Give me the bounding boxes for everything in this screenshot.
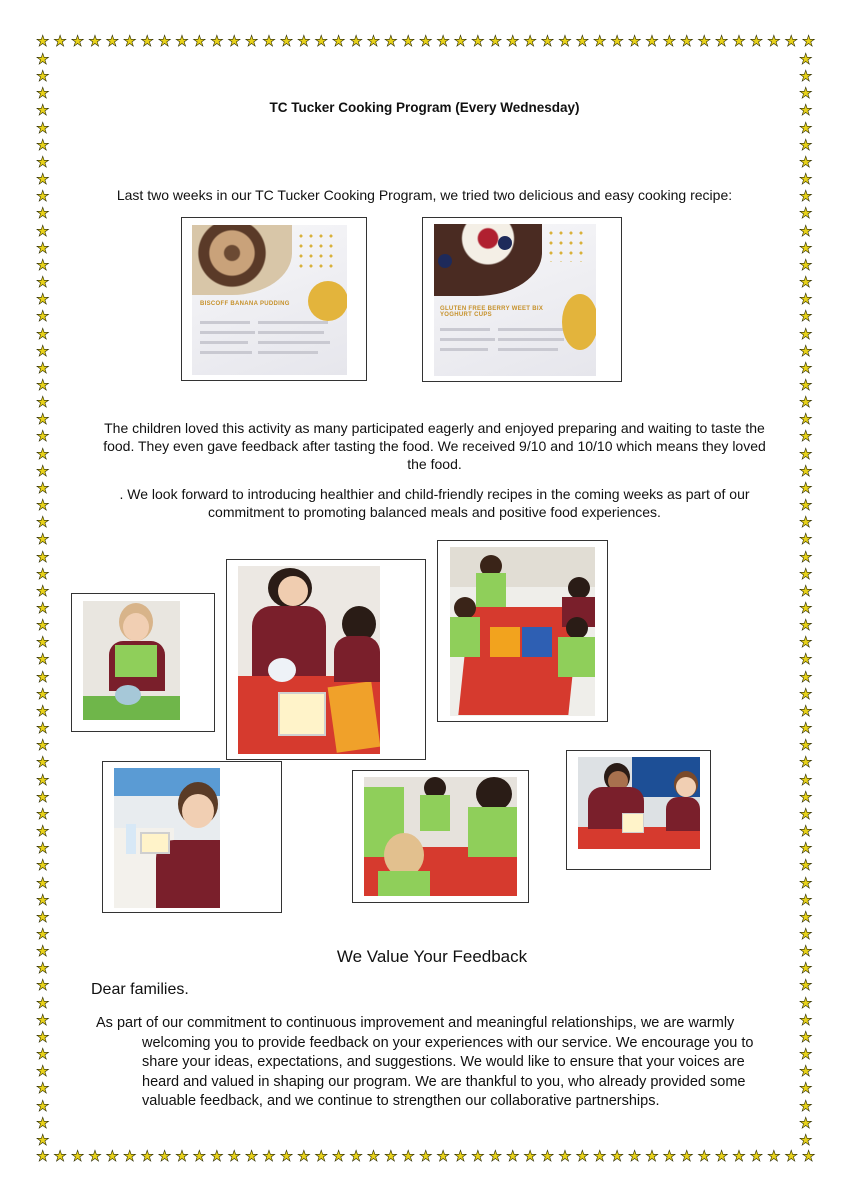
star-icon: ★ bbox=[799, 359, 813, 377]
activity-photo-pouring bbox=[226, 559, 426, 760]
star-icon: ★ bbox=[799, 685, 813, 703]
star-icon: ★ bbox=[799, 136, 813, 154]
star-icon: ★ bbox=[36, 325, 50, 343]
star-icon: ★ bbox=[799, 908, 813, 926]
star-icon: ★ bbox=[36, 359, 50, 377]
star-icon: ★ bbox=[36, 68, 50, 86]
star-icon: ★ bbox=[627, 1148, 642, 1165]
star-icon: ★ bbox=[244, 33, 259, 50]
star-icon: ★ bbox=[784, 33, 798, 50]
star-icon: ★ bbox=[799, 874, 813, 892]
star-icon: ★ bbox=[505, 1148, 520, 1165]
star-icon: ★ bbox=[36, 634, 50, 652]
star-icon: ★ bbox=[227, 1148, 241, 1165]
star-icon: ★ bbox=[279, 33, 294, 50]
star-icon: ★ bbox=[262, 1148, 276, 1165]
star-icon: ★ bbox=[36, 428, 50, 446]
star-icon: ★ bbox=[36, 51, 50, 68]
star-icon: ★ bbox=[799, 531, 813, 549]
star-icon: ★ bbox=[36, 754, 50, 772]
star-icon: ★ bbox=[88, 1148, 102, 1165]
star-icon: ★ bbox=[36, 394, 50, 412]
star-icon: ★ bbox=[523, 33, 537, 50]
star-icon: ★ bbox=[157, 1148, 172, 1165]
star-icon: ★ bbox=[801, 33, 816, 50]
star-icon: ★ bbox=[331, 1148, 346, 1165]
activity-photo-table-group bbox=[437, 540, 608, 722]
star-icon: ★ bbox=[799, 514, 813, 532]
star-icon: ★ bbox=[799, 445, 813, 463]
star-icon: ★ bbox=[36, 291, 50, 309]
star-icon: ★ bbox=[36, 1028, 50, 1046]
star-icon: ★ bbox=[36, 102, 50, 120]
star-icon: ★ bbox=[36, 1148, 50, 1165]
star-icon: ★ bbox=[575, 33, 590, 50]
star-icon: ★ bbox=[175, 33, 189, 50]
star-icon: ★ bbox=[36, 497, 50, 515]
star-icon: ★ bbox=[610, 1148, 624, 1165]
star-icon: ★ bbox=[36, 771, 50, 789]
star-icon: ★ bbox=[140, 33, 154, 50]
star-icon: ★ bbox=[297, 1148, 311, 1165]
star-icon: ★ bbox=[36, 823, 50, 841]
star-icon: ★ bbox=[799, 548, 813, 566]
star-icon: ★ bbox=[799, 565, 813, 583]
star-icon: ★ bbox=[799, 411, 813, 429]
star-icon: ★ bbox=[36, 1080, 50, 1098]
star-icon: ★ bbox=[799, 977, 813, 995]
star-icon: ★ bbox=[799, 1028, 813, 1046]
activity-photo-group-hands bbox=[352, 770, 529, 903]
star-icon: ★ bbox=[36, 1011, 50, 1029]
star-icon: ★ bbox=[799, 771, 813, 789]
star-icon: ★ bbox=[192, 33, 207, 50]
page-title: TC Tucker Cooking Program (Every Wednesday) bbox=[269, 100, 580, 115]
recipe-card-title: BISCOFF BANANA PUDDING bbox=[200, 301, 290, 307]
star-icon: ★ bbox=[523, 1148, 537, 1165]
star-icon: ★ bbox=[799, 925, 813, 943]
star-icon: ★ bbox=[36, 548, 50, 566]
star-icon: ★ bbox=[799, 720, 813, 738]
star-icon: ★ bbox=[314, 1148, 328, 1165]
star-icon: ★ bbox=[36, 1063, 50, 1081]
star-icon: ★ bbox=[384, 33, 398, 50]
star-icon: ★ bbox=[70, 33, 85, 50]
star-border-right bbox=[799, 52, 812, 1148]
star-icon: ★ bbox=[36, 274, 50, 292]
star-icon: ★ bbox=[767, 33, 781, 50]
star-icon: ★ bbox=[36, 308, 50, 326]
star-icon: ★ bbox=[799, 462, 813, 480]
star-icon: ★ bbox=[799, 428, 813, 446]
star-icon: ★ bbox=[123, 1148, 137, 1165]
star-icon: ★ bbox=[505, 33, 520, 50]
star-icon: ★ bbox=[192, 1148, 207, 1165]
star-icon: ★ bbox=[36, 977, 50, 995]
activity-photo-girl-smiling bbox=[71, 593, 215, 732]
star-icon: ★ bbox=[749, 1148, 764, 1165]
star-icon: ★ bbox=[453, 33, 468, 50]
star-icon: ★ bbox=[36, 342, 50, 360]
star-icon: ★ bbox=[36, 805, 50, 823]
star-icon: ★ bbox=[799, 788, 813, 806]
star-icon: ★ bbox=[799, 582, 813, 600]
star-icon: ★ bbox=[70, 1148, 85, 1165]
star-icon: ★ bbox=[36, 153, 50, 171]
star-icon: ★ bbox=[488, 1148, 503, 1165]
star-icon: ★ bbox=[36, 222, 50, 240]
recipe-card-photo-biscoff bbox=[181, 217, 367, 381]
star-icon: ★ bbox=[36, 891, 50, 909]
star-icon: ★ bbox=[36, 720, 50, 738]
star-icon: ★ bbox=[384, 1148, 398, 1165]
star-icon: ★ bbox=[36, 239, 50, 257]
star-icon: ★ bbox=[471, 33, 485, 50]
star-icon: ★ bbox=[453, 1148, 468, 1165]
star-icon: ★ bbox=[418, 1148, 433, 1165]
star-icon: ★ bbox=[36, 702, 50, 720]
star-icon: ★ bbox=[36, 411, 50, 429]
star-icon: ★ bbox=[799, 1080, 813, 1098]
star-icon: ★ bbox=[36, 925, 50, 943]
star-icon: ★ bbox=[436, 33, 450, 50]
star-icon: ★ bbox=[784, 1148, 798, 1165]
star-icon: ★ bbox=[36, 256, 50, 274]
star-icon: ★ bbox=[662, 33, 677, 50]
star-icon: ★ bbox=[799, 222, 813, 240]
star-icon: ★ bbox=[36, 685, 50, 703]
star-icon: ★ bbox=[799, 600, 813, 617]
feedback-rest: welcoming you to provide feedback on your experiences with our service. We encourage you to share your ideas, expectations, and suggestions. We would like to ensure that your voices are heard and valued in shaping our program. We are thankful to you, who already provided some valuable feedback, and we continue to strengthen our collaborative partnerships. bbox=[142, 1034, 754, 1109]
star-icon: ★ bbox=[488, 33, 503, 50]
star-icon: ★ bbox=[749, 33, 764, 50]
star-icon: ★ bbox=[799, 308, 813, 326]
star-border-top bbox=[36, 34, 816, 49]
feedback-paragraph: The children loved this activity as many participated eagerly and enjoyed preparing and waiting to taste the food. They even gave feedback after tasting the food. We received 9/10 and 10/10 which means they loved the food. bbox=[103, 420, 766, 472]
star-icon: ★ bbox=[36, 668, 50, 686]
star-icon: ★ bbox=[279, 1148, 294, 1165]
star-icon: ★ bbox=[732, 1148, 746, 1165]
star-icon: ★ bbox=[36, 857, 50, 875]
star-icon: ★ bbox=[105, 33, 120, 50]
star-icon: ★ bbox=[799, 737, 813, 755]
star-icon: ★ bbox=[36, 1131, 50, 1149]
star-icon: ★ bbox=[799, 943, 813, 961]
star-icon: ★ bbox=[36, 479, 50, 497]
star-icon: ★ bbox=[799, 497, 813, 515]
feedback-first-line: As part of our commitment to continuous improvement and meaningful relationships, we are warmly bbox=[96, 1015, 735, 1031]
star-icon: ★ bbox=[799, 891, 813, 909]
star-icon: ★ bbox=[799, 51, 813, 68]
star-icon: ★ bbox=[366, 33, 381, 50]
star-icon: ★ bbox=[36, 85, 50, 103]
star-icon: ★ bbox=[799, 754, 813, 772]
star-icon: ★ bbox=[610, 33, 624, 50]
star-icon: ★ bbox=[314, 33, 328, 50]
star-icon: ★ bbox=[36, 617, 50, 635]
star-icon: ★ bbox=[799, 479, 813, 497]
star-icon: ★ bbox=[799, 1114, 813, 1132]
star-icon: ★ bbox=[799, 702, 813, 720]
star-icon: ★ bbox=[366, 1148, 381, 1165]
star-icon: ★ bbox=[799, 85, 813, 103]
star-border-left bbox=[36, 52, 49, 1148]
feedback-body bbox=[92, 1014, 780, 1112]
star-icon: ★ bbox=[799, 1063, 813, 1081]
star-icon: ★ bbox=[799, 342, 813, 360]
star-icon: ★ bbox=[262, 33, 276, 50]
star-icon: ★ bbox=[799, 68, 813, 86]
star-icon: ★ bbox=[799, 823, 813, 841]
star-icon: ★ bbox=[140, 1148, 154, 1165]
activity-photo-boy-mixing bbox=[102, 761, 282, 913]
star-icon: ★ bbox=[105, 1148, 120, 1165]
star-icon: ★ bbox=[36, 600, 50, 617]
star-icon: ★ bbox=[558, 1148, 572, 1165]
star-icon: ★ bbox=[331, 33, 346, 50]
star-icon: ★ bbox=[799, 617, 813, 635]
star-icon: ★ bbox=[540, 33, 555, 50]
star-icon: ★ bbox=[799, 634, 813, 652]
star-icon: ★ bbox=[349, 33, 363, 50]
star-icon: ★ bbox=[714, 33, 729, 50]
star-icon: ★ bbox=[799, 1131, 813, 1149]
star-icon: ★ bbox=[593, 33, 607, 50]
star-icon: ★ bbox=[540, 1148, 555, 1165]
star-icon: ★ bbox=[123, 33, 137, 50]
star-icon: ★ bbox=[36, 874, 50, 892]
star-icon: ★ bbox=[680, 1148, 694, 1165]
recipe-card-photo-weetbix bbox=[422, 217, 622, 382]
star-icon: ★ bbox=[471, 1148, 485, 1165]
star-icon: ★ bbox=[36, 205, 50, 223]
star-icon: ★ bbox=[36, 960, 50, 978]
star-icon: ★ bbox=[645, 33, 659, 50]
activity-photo-two-kids bbox=[566, 750, 711, 870]
star-icon: ★ bbox=[732, 33, 746, 50]
star-icon: ★ bbox=[799, 651, 813, 669]
star-icon: ★ bbox=[627, 33, 642, 50]
star-icon: ★ bbox=[799, 119, 813, 137]
future-paragraph: . We look forward to introducing healthier and child-friendly recipes in the coming weeks as part of our commitment to promoting balanced meals and positive food experiences. bbox=[119, 486, 750, 520]
star-icon: ★ bbox=[418, 33, 433, 50]
star-icon: ★ bbox=[36, 33, 50, 50]
star-icon: ★ bbox=[36, 737, 50, 755]
star-icon: ★ bbox=[799, 256, 813, 274]
star-icon: ★ bbox=[645, 1148, 659, 1165]
star-icon: ★ bbox=[244, 1148, 259, 1165]
star-icon: ★ bbox=[799, 994, 813, 1012]
star-icon: ★ bbox=[349, 1148, 363, 1165]
star-icon: ★ bbox=[36, 1046, 50, 1064]
star-icon: ★ bbox=[799, 1011, 813, 1029]
star-icon: ★ bbox=[36, 462, 50, 480]
star-icon: ★ bbox=[799, 171, 813, 189]
star-icon: ★ bbox=[662, 1148, 677, 1165]
star-icon: ★ bbox=[175, 1148, 189, 1165]
star-icon: ★ bbox=[36, 531, 50, 549]
star-icon: ★ bbox=[714, 1148, 729, 1165]
star-icon: ★ bbox=[88, 33, 102, 50]
intro-text: Last two weeks in our TC Tucker Cooking Program, we tried two delicious and easy cooking recipe: bbox=[116, 187, 733, 203]
star-icon: ★ bbox=[210, 1148, 224, 1165]
star-icon: ★ bbox=[36, 445, 50, 463]
star-icon: ★ bbox=[227, 33, 241, 50]
star-icon: ★ bbox=[801, 1148, 816, 1165]
star-icon: ★ bbox=[36, 994, 50, 1012]
star-icon: ★ bbox=[799, 840, 813, 858]
recipe-card-title: GLUTEN FREE BERRY WEET BIX YOGHURT CUPS bbox=[440, 306, 544, 318]
star-icon: ★ bbox=[799, 394, 813, 412]
star-icon: ★ bbox=[36, 171, 50, 189]
star-icon: ★ bbox=[697, 33, 711, 50]
star-icon: ★ bbox=[799, 205, 813, 223]
star-icon: ★ bbox=[799, 805, 813, 823]
star-icon: ★ bbox=[36, 1114, 50, 1132]
star-icon: ★ bbox=[799, 239, 813, 257]
star-icon: ★ bbox=[53, 1148, 67, 1165]
star-icon: ★ bbox=[36, 908, 50, 926]
star-icon: ★ bbox=[799, 102, 813, 120]
star-icon: ★ bbox=[36, 188, 50, 206]
star-icon: ★ bbox=[799, 1097, 813, 1115]
star-icon: ★ bbox=[36, 514, 50, 532]
star-icon: ★ bbox=[36, 651, 50, 669]
star-icon: ★ bbox=[401, 33, 415, 50]
feedback-heading: We Value Your Feedback bbox=[336, 947, 528, 966]
star-icon: ★ bbox=[799, 188, 813, 206]
star-icon: ★ bbox=[436, 1148, 450, 1165]
star-icon: ★ bbox=[767, 1148, 781, 1165]
star-icon: ★ bbox=[36, 1097, 50, 1115]
star-icon: ★ bbox=[799, 668, 813, 686]
star-icon: ★ bbox=[799, 376, 813, 394]
star-icon: ★ bbox=[558, 33, 572, 50]
star-icon: ★ bbox=[36, 582, 50, 600]
star-icon: ★ bbox=[799, 291, 813, 309]
star-icon: ★ bbox=[36, 376, 50, 394]
star-icon: ★ bbox=[297, 33, 311, 50]
star-icon: ★ bbox=[799, 857, 813, 875]
star-icon: ★ bbox=[680, 33, 694, 50]
greeting: Dear families. bbox=[91, 981, 189, 998]
star-icon: ★ bbox=[157, 33, 172, 50]
star-icon: ★ bbox=[36, 119, 50, 137]
star-icon: ★ bbox=[799, 325, 813, 343]
star-icon: ★ bbox=[210, 33, 224, 50]
star-icon: ★ bbox=[799, 1046, 813, 1064]
star-icon: ★ bbox=[697, 1148, 711, 1165]
star-icon: ★ bbox=[36, 565, 50, 583]
star-icon: ★ bbox=[36, 136, 50, 154]
star-border-bottom bbox=[36, 1149, 816, 1164]
star-icon: ★ bbox=[36, 788, 50, 806]
star-icon: ★ bbox=[401, 1148, 415, 1165]
star-icon: ★ bbox=[53, 33, 67, 50]
star-icon: ★ bbox=[36, 943, 50, 961]
star-icon: ★ bbox=[799, 153, 813, 171]
star-icon: ★ bbox=[36, 840, 50, 858]
star-icon: ★ bbox=[799, 960, 813, 978]
star-icon: ★ bbox=[799, 274, 813, 292]
star-icon: ★ bbox=[575, 1148, 590, 1165]
star-icon: ★ bbox=[593, 1148, 607, 1165]
